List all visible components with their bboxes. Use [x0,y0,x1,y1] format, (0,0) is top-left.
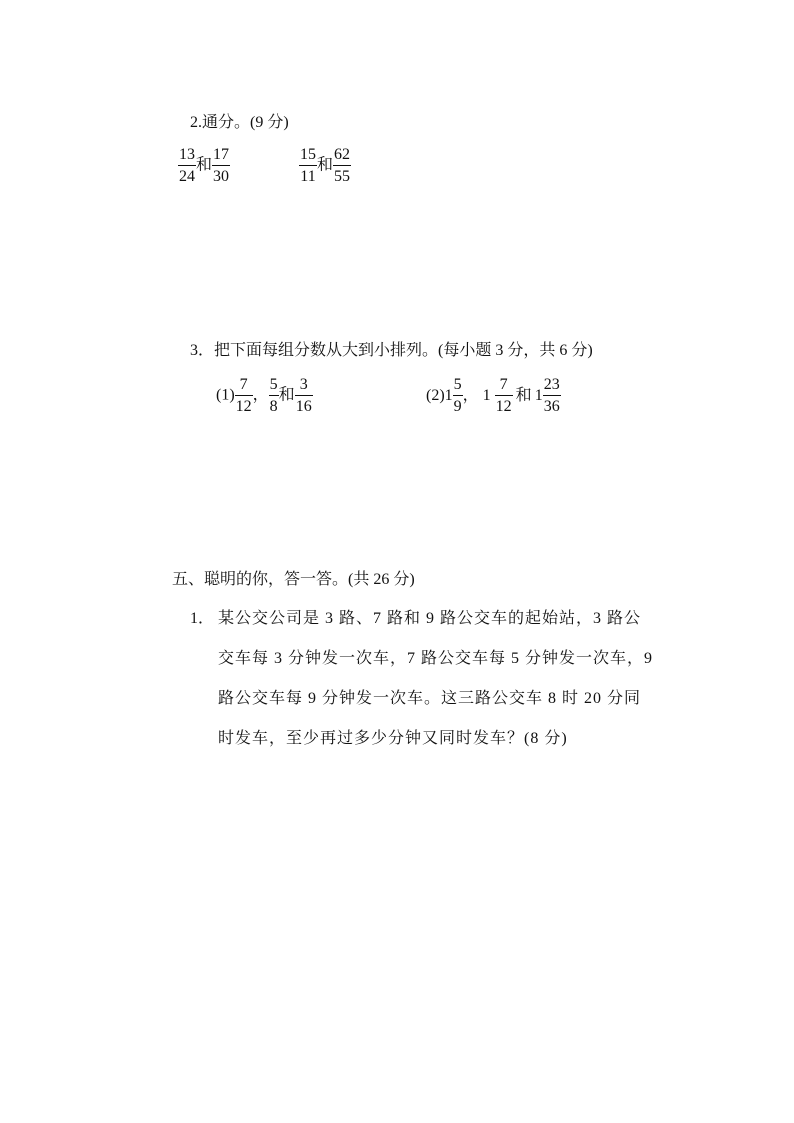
denominator: 55 [334,168,351,185]
fraction [178,147,196,185]
numerator: 5 [453,376,462,393]
whole-part: 1 [444,387,453,404]
fraction [333,147,351,185]
q3-title: 3．把下面每组分数从大到小排列。(每小题 3 分，共 6 分) [190,342,593,359]
denominator: 36 [543,398,560,415]
denominator: 24 [179,168,195,185]
question-line: 交车每 3 分钟发一次车，7 路公交车每 5 分钟发一次车，9 [218,650,654,667]
fraction [235,377,253,415]
mixed-number [535,377,561,415]
numerator: 7 [499,376,508,393]
denominator: 30 [213,168,230,185]
numerator: 15 [300,146,316,163]
joiner-text: 和 [278,386,295,404]
fraction [299,147,317,185]
q2-title: 2.通分。(9 分) [190,114,289,131]
q3-group-2 [426,377,561,415]
numerator: 5 [269,376,278,393]
whole-part: 1 [534,387,543,404]
numerator: 3 [299,376,308,393]
group-label: (1) [216,386,235,404]
question-line: 路公交车每 9 分钟发一次车。这三路公交车 8 时 20 分同 [218,690,642,707]
numerator: 7 [239,376,248,393]
denominator: 8 [269,398,278,415]
question-line: 某公交公司是 3 路、7 路和 9 路公交车的起始站，3 路公 [218,610,642,627]
denominator: 12 [235,398,252,415]
separator: ， [462,387,479,404]
numerator: 17 [213,146,230,163]
question-line: 时发车，至少再过多少分钟又同时发车？(8 分) [218,730,568,747]
joiner-text: 和 [317,156,334,174]
section5-q1-number: 1． [190,610,215,627]
fraction [543,377,561,415]
q2-item-2 [299,147,351,185]
section5-q1-body [218,599,653,759]
fraction [269,377,279,415]
fraction [453,377,463,415]
group-label: (2) [426,387,445,404]
mixed-number [445,377,463,415]
denominator: 12 [495,398,512,415]
fraction [212,147,230,185]
numerator: 13 [179,146,195,163]
q2-item-1 [178,147,230,185]
fraction [295,377,313,415]
denominator: 9 [453,398,462,415]
fraction [495,377,513,415]
denominator: 11 [300,168,316,185]
denominator: 16 [295,398,312,415]
numerator: 23 [543,376,560,393]
joiner-text: 和 [515,387,532,404]
joiner-text: 和 [196,156,213,174]
q3-group-1 [216,377,313,415]
whole-part: 1 [482,387,491,404]
separator: ， [252,386,269,404]
mixed-number [483,377,513,415]
numerator: 62 [334,146,351,163]
section5-title: 五、聪明的你，答一答。(共 26 分) [172,571,415,588]
